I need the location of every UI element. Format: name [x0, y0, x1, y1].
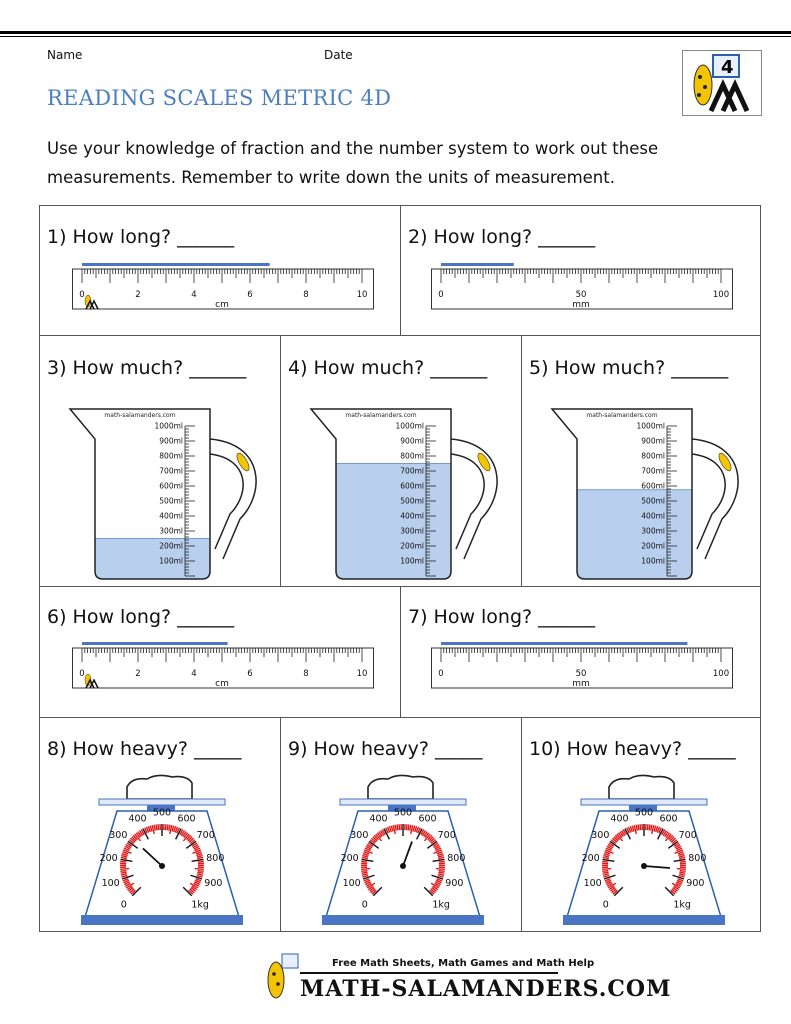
dial-tick — [602, 871, 608, 872]
col-divider — [521, 717, 522, 932]
ruler-tick-label: 2 — [135, 290, 141, 300]
dial-tick — [361, 861, 367, 862]
jug-scale-label: 900ml — [641, 436, 665, 446]
jug-scale-label: 400ml — [641, 511, 665, 521]
jug-scale-label: 700ml — [159, 466, 183, 476]
instructions: Use your knowledge of fraction and the number system to work out these measurements. Remember to write down the units of measurement. — [47, 139, 659, 187]
ruler-tick-label: 0 — [438, 669, 444, 679]
jug-handle-inner — [451, 454, 484, 549]
measure-bar — [441, 642, 687, 645]
jug-scale-label: 300ml — [400, 526, 424, 536]
dial-tick — [680, 871, 686, 872]
dial-tick — [156, 824, 157, 830]
jug-scale-label: 1000ml — [154, 421, 183, 431]
salamander-handle-icon — [476, 451, 493, 472]
dial-label: 700 — [437, 829, 456, 841]
dial-tick — [120, 869, 129, 870]
salamander-footer-icon — [262, 952, 302, 1002]
question-6: 6) How long? ______ — [47, 606, 235, 628]
name-label: Name — [47, 48, 83, 62]
water-fill — [95, 539, 210, 580]
jug-scale-label: 1000ml — [636, 421, 665, 431]
date-label: Date — [324, 48, 353, 62]
dial-tick — [640, 824, 641, 830]
ruler-tick-label: 6 — [247, 290, 253, 300]
jug-scale-label: 400ml — [159, 511, 183, 521]
jug-handle — [692, 439, 738, 559]
measuring-jug — [65, 399, 265, 582]
jug-scale-label: 500ml — [641, 496, 665, 506]
dial-tick — [436, 869, 445, 870]
jug-brand-label: math-salamanders.com — [586, 412, 658, 419]
ruler-tick-label: 6 — [247, 669, 253, 679]
question-8: 8) How heavy? _____ — [47, 738, 242, 760]
dial-label: 100 — [342, 878, 361, 890]
dial-pivot — [159, 863, 165, 869]
dial-tick — [361, 871, 367, 872]
jug-scale-label: 600ml — [159, 481, 183, 491]
jug-scale-label: 100ml — [159, 556, 183, 566]
ruler-tick-label: 0 — [79, 290, 85, 300]
dial-tick — [165, 824, 166, 830]
measure-bar — [441, 263, 514, 266]
salamander-handle-icon — [717, 451, 734, 472]
dial-label: 500 — [634, 807, 654, 819]
dial-label: 200 — [340, 853, 359, 865]
jug-scale-label: 500ml — [400, 496, 424, 506]
weighing-scale — [318, 769, 488, 929]
logo-grade-number: 4 — [721, 57, 734, 78]
dial-label: 300 — [591, 829, 610, 841]
weight-object — [127, 775, 192, 799]
dial-tick — [602, 861, 608, 862]
jug-scale-label: 900ml — [400, 436, 424, 446]
question-3: 3) How much? ______ — [47, 357, 247, 379]
question-5: 5) How much? ______ — [529, 357, 729, 379]
jug-scale-label: 800ml — [159, 451, 183, 461]
dial-tick — [361, 869, 370, 870]
dial-label: 800 — [206, 853, 225, 865]
col-divider — [521, 335, 522, 586]
ruler-unit-label: mm — [572, 679, 590, 689]
dial-label: 1kg — [432, 899, 450, 911]
jug-handle — [451, 439, 497, 559]
dial-label: 300 — [109, 829, 128, 841]
jug-scale-label: 400ml — [400, 511, 424, 521]
ruler-tick-label: 2 — [135, 669, 141, 679]
ruler-tick-label: 4 — [191, 669, 197, 679]
footer-brand: MATH-SALAMANDERS.COM — [300, 976, 672, 1002]
col-divider — [400, 206, 401, 335]
jug-handle-inner — [210, 454, 243, 549]
dial-label: 700 — [678, 829, 697, 841]
question-1: 1) How long? ______ — [47, 226, 235, 248]
page-title: READING SCALES METRIC 4D — [47, 86, 392, 110]
dial-tick — [120, 871, 126, 872]
col-divider — [280, 335, 281, 586]
dial-tick — [649, 824, 650, 830]
jug-scale-label: 700ml — [641, 466, 665, 476]
ruler-tick-label: 50 — [575, 669, 587, 679]
dial-tick — [167, 824, 168, 830]
jug-handle-inner — [692, 454, 725, 549]
footer-tagline: Free Math Sheets, Math Games and Math Help — [332, 958, 595, 969]
jug-scale-label: 600ml — [641, 481, 665, 491]
ruler-unit-label: cm — [215, 679, 229, 689]
water-fill — [577, 490, 692, 579]
weighing-scale — [559, 769, 729, 929]
dial-label: 1kg — [191, 899, 209, 911]
dial-tick — [638, 824, 639, 830]
row-divider — [40, 335, 760, 336]
measure-bar — [82, 642, 228, 645]
header-rule-thin — [0, 36, 791, 37]
dial-tick — [198, 871, 204, 872]
ruler-mm — [431, 263, 733, 315]
dial-label: 300 — [350, 829, 369, 841]
jug-scale-label: 100ml — [641, 556, 665, 566]
dial-label: 0 — [120, 899, 127, 911]
dial-tick — [399, 824, 400, 830]
col-divider — [400, 586, 401, 717]
jug-scale-label: 700ml — [400, 466, 424, 476]
dial-tick — [397, 824, 398, 830]
dial-label: 0 — [361, 899, 368, 911]
dial-tick — [647, 824, 648, 830]
dial-tick — [677, 869, 686, 870]
dial-label: 100 — [101, 878, 120, 890]
dial-label: 500 — [393, 807, 413, 819]
dial-tick — [439, 861, 445, 862]
jug-scale-label: 1000ml — [395, 421, 424, 431]
weight-object — [368, 775, 433, 799]
salamander-logo-icon — [682, 50, 762, 116]
dial-label: 600 — [418, 813, 437, 825]
dial-label: 500 — [152, 807, 172, 819]
question-2: 2) How long? ______ — [408, 226, 596, 248]
ruler-tick-label: 10 — [356, 290, 368, 300]
jug-scale-label: 900ml — [159, 436, 183, 446]
col-divider — [280, 717, 281, 932]
dial-label: 900 — [445, 878, 464, 890]
dial-label: 400 — [128, 813, 147, 825]
jug-scale-label: 800ml — [400, 451, 424, 461]
weighing-scale — [77, 769, 247, 929]
dial-tick — [120, 861, 126, 862]
dial-tick — [198, 861, 204, 862]
ruler-cm — [72, 642, 374, 694]
dial-pivot — [641, 863, 647, 869]
footer-rule — [300, 972, 558, 974]
jug-brand-label: math-salamanders.com — [104, 412, 176, 419]
dial-label: 900 — [204, 878, 223, 890]
question-4: 4) How much? ______ — [288, 357, 488, 379]
jug-scale-label: 100ml — [400, 556, 424, 566]
row-divider — [40, 717, 760, 718]
jug-scale-label: 200ml — [159, 541, 183, 551]
dial-label: 200 — [99, 853, 118, 865]
dial-label: 600 — [177, 813, 196, 825]
measuring-jug — [306, 399, 506, 582]
dial-label: 100 — [583, 878, 602, 890]
dial-tick — [158, 824, 159, 830]
measure-bar — [82, 263, 270, 266]
jug-scale-label: 800ml — [641, 451, 665, 461]
measuring-jug — [547, 399, 747, 582]
dial-tick — [680, 861, 686, 862]
dial-tick — [408, 824, 409, 830]
dial-label: 800 — [688, 853, 707, 865]
jug-scale-label: 200ml — [400, 541, 424, 551]
dial-tick — [195, 869, 204, 870]
question-9: 9) How heavy? _____ — [288, 738, 483, 760]
dial-label: 900 — [686, 878, 705, 890]
salamander-handle-icon — [235, 451, 252, 472]
ruler-tick-label: 8 — [303, 290, 309, 300]
ruler-tick-label: 4 — [191, 290, 197, 300]
ruler-tick-label: 0 — [438, 290, 444, 300]
scale-base — [563, 915, 725, 925]
worksheet-grid — [39, 205, 761, 932]
scale-plate — [99, 799, 225, 805]
jug-brand-label: math-salamanders.com — [345, 412, 417, 419]
dial-label: 1kg — [673, 899, 691, 911]
dial-label: 600 — [659, 813, 678, 825]
ruler-unit-label: mm — [572, 300, 590, 310]
dial-pivot — [400, 863, 406, 869]
dial-label: 800 — [447, 853, 466, 865]
dial-label: 400 — [610, 813, 629, 825]
header-rule — [0, 31, 791, 34]
jug-scale-label: 600ml — [400, 481, 424, 491]
jug-scale-label: 300ml — [641, 526, 665, 536]
ruler-tick-label: 10 — [356, 669, 368, 679]
dial-tick — [406, 824, 407, 830]
question-10: 10) How heavy? _____ — [529, 738, 736, 760]
dial-label: 700 — [196, 829, 215, 841]
ruler-tick-label: 50 — [575, 290, 587, 300]
jug-handle — [210, 439, 256, 559]
question-7: 7) How long? ______ — [408, 606, 596, 628]
jug-scale-label: 500ml — [159, 496, 183, 506]
scale-base — [81, 915, 243, 925]
water-fill — [336, 464, 451, 580]
ruler-cm — [72, 263, 374, 315]
dial-tick — [602, 869, 611, 870]
dial-label: 0 — [602, 899, 609, 911]
dial-label: 200 — [581, 853, 600, 865]
scale-plate — [581, 799, 707, 805]
ruler-tick-label: 8 — [303, 669, 309, 679]
weight-object — [609, 775, 674, 799]
jug-scale-label: 200ml — [641, 541, 665, 551]
scale-plate — [340, 799, 466, 805]
ruler-unit-label: cm — [215, 300, 229, 310]
dial-tick — [439, 871, 445, 872]
jug-scale-label: 300ml — [159, 526, 183, 536]
ruler-tick-label: 100 — [712, 669, 730, 679]
ruler-tick-label: 0 — [79, 669, 85, 679]
scale-base — [322, 915, 484, 925]
ruler-tick-label: 100 — [712, 290, 730, 300]
ruler-mm — [431, 642, 733, 694]
dial-label: 400 — [369, 813, 388, 825]
